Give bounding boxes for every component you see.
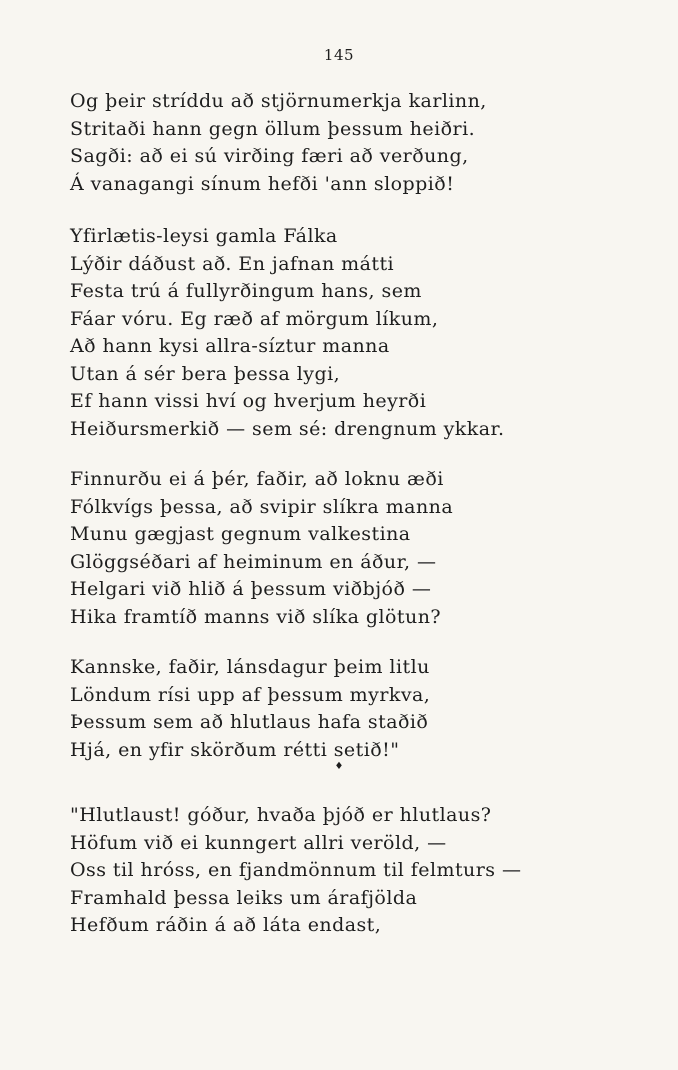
- verse-line: Á vanagangi sínum hefði 'ann sloppið!: [70, 172, 455, 195]
- verse-line: Stritaði hann gegn öllum þessum heiðri.: [70, 117, 476, 140]
- page-number: 145: [323, 46, 355, 64]
- stanza-3: [70, 466, 670, 631]
- verse-line: Framhald þessa leiks um árafjölda: [70, 886, 418, 909]
- verse-line: Hjá, en yfir skörðum rétti setið!": [70, 738, 400, 761]
- section-ornament-icon: ♦: [334, 761, 344, 772]
- verse-line: Hefðum ráðin á að láta endast,: [70, 914, 382, 936]
- verse-line: Lýðir dáðust að. En jafnan mátti: [70, 252, 395, 275]
- verse-line: Þessum sem að hlutlaus hafa staðið: [70, 711, 429, 733]
- verse-line: Heiðursmerkið — sem sé: drengnum ykkar.: [70, 417, 505, 440]
- verse-line: Helgari við hlið á þessum viðbjóð —: [70, 578, 432, 600]
- verse-line: Fáar vóru. Eg ræð af mörgum líkum,: [70, 307, 439, 330]
- stanza-5: [70, 802, 670, 940]
- verse-line: Hika framtíð manns við slíka glötun?: [70, 605, 442, 628]
- verse-line: Yfirlætis-leysi gamla Fálka: [70, 225, 338, 247]
- verse-line: Kannske, faðir, lánsdagur þeim litlu: [70, 656, 430, 678]
- verse-line: Sagði: að ei sú virðing færi að verðung,: [70, 145, 469, 167]
- verse-line: Oss til hróss, en fjandmönnum til felmturs —: [70, 859, 522, 881]
- verse-line: "Hlutlaust! góður, hvaða þjóð er hlutlaus?: [70, 804, 492, 826]
- verse-line: Festa trú á fullyrðingum hans, sem: [70, 280, 422, 302]
- stanza-1: [70, 88, 670, 198]
- verse-line: Fólkvígs þessa, að svipir slíkra manna: [70, 495, 454, 518]
- verse-line: Að hann kysi allra-síztur manna: [70, 335, 390, 357]
- verse-line: Höfum við ei kunngert allri veröld, —: [70, 831, 447, 854]
- stanza-4: [70, 654, 670, 764]
- verse-line: Utan á sér bera þessa lygi,: [70, 362, 341, 385]
- stanza-2: [70, 223, 670, 443]
- verse-line: Glöggséðari af heiminum en áður, —: [70, 550, 437, 573]
- verse-line: Munu gægjast gegnum valkestina: [70, 523, 411, 545]
- verse-line: Löndum rísi upp af þessum myrkva,: [70, 683, 431, 706]
- verse-line: Ef hann vissi hví og hverjum heyrði: [70, 390, 427, 412]
- verse-line: Og þeir stríddu að stjörnumerkja karlinn,: [70, 90, 487, 112]
- verse-line: Finnurðu ei á þér, faðir, að loknu æði: [70, 468, 444, 490]
